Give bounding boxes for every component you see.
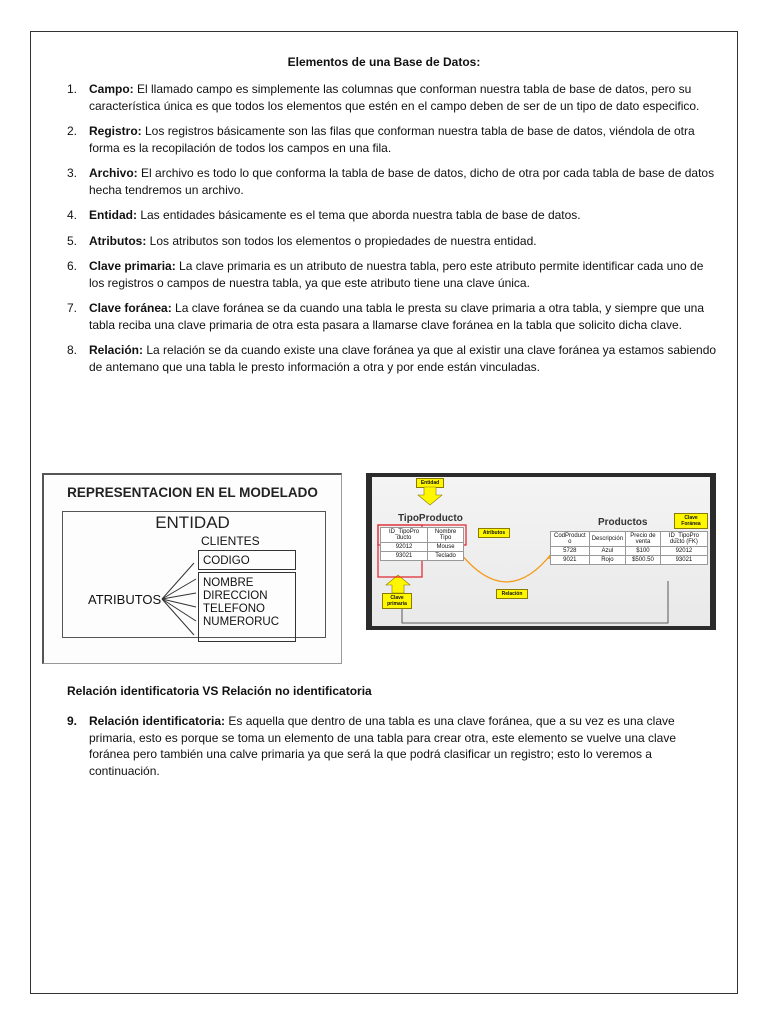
term-definition: Los atributos son todos los elementos o propiedades de nuestra entidad. [146, 233, 537, 248]
term-label: Clave foránea: [89, 301, 172, 315]
table2: CodProduct o Descripción Precio de venta ID_TipoPro ducto (FK) 5728 Azul $100 92012 9021 Rojo $500.50 93021 [550, 531, 708, 565]
tag-clave-primaria: Clave primaria [382, 593, 412, 609]
list-item: 1. Campo: El llamado campo es simplemente las columnas que conforman nuestra tabla de base de datos, pero su característica única es que todos los elementos que estén en el campo deben de ser de un tipo de dato especifico. [67, 82, 700, 113]
figure-heading: REPRESENTACION EN EL MODELADO [67, 485, 318, 500]
term-definition: Los registros básicamente son las filas que conforman nuestra tabla de base de datos, viéndola de otra forma es la recopilación de todos los campos en una fila. [89, 124, 695, 155]
term-label: Registro: [89, 124, 142, 138]
term-definition: La clave primaria es un atributo de nuestra tabla, pero este atributo permite identificar cada uno de los registros o campos de nuestra tabla, ya que este atributo tiene una clave única. [89, 259, 704, 290]
definitions-list-2 [67, 713, 717, 788]
list-item: 7. Clave foránea: La clave foránea se da cuando una tabla le presta su clave primaria a otra tabla, y siempre que una tabla reciba una clave primaria de otra esta pasara a llamarse clave foránea en la tabla que solicito dicha clave. [67, 301, 705, 332]
term-definition: La clave foránea se da cuando una tabla le presta su clave primaria a otra tabla, y siempre que una tabla reciba una clave primaria de otra esta pasara a llamarse clave foránea en la tabla que solicito dicha clave. [89, 301, 705, 332]
list-item: 6. Clave primaria: La clave primaria es un atributo de nuestra tabla, pero este atributo permite identificar cada uno de los registros o campos de nuestra tabla, ya que este atributo tiene una clave única. [67, 259, 704, 290]
term-definition: El llamado campo es simplemente las columnas que conforman nuestra tabla de base de datos, pero su característica única es que todos los elementos que estén en el campo deben de ser de un tipo de dato especifico. [89, 82, 700, 113]
term-label: Entidad: [89, 208, 137, 222]
attributes-label: ATRIBUTOS [88, 592, 162, 607]
term-label: Clave primaria: [89, 259, 176, 273]
table1: ID_TipoPro ducto Nombre Tipo 92012 Mouse 93021 Teclado [380, 527, 464, 561]
entity-label: ENTIDAD [155, 513, 230, 532]
list-item: 4. Entidad: Las entidades básicamente es el tema que aborda nuestra tabla de base de datos. [67, 208, 581, 222]
tag-entidad: Entidad [416, 478, 444, 488]
tag-clave-foranea: Clave Foránea [674, 513, 708, 529]
list-item: 8. Relación: La relación se da cuando existe una clave foránea ya que al existir una clave foránea ya estamos sabiendo de antemano que una tabla le presto información a otra y por ende están vinculadas. [67, 343, 717, 374]
term-definition: La relación se da cuando existe una clave foránea ya que al existir una clave foránea ya estamos sabiendo de antemano que una tabla le presto información a otra y por ende están vinculadas. [89, 343, 717, 374]
term-label: Relación: [89, 343, 144, 357]
entity-name: CLIENTES [201, 534, 260, 548]
tag-atributos: Atributos [478, 528, 510, 538]
term-label: Atributos: [89, 233, 147, 248]
section-subtitle: Relación identificatoria VS Relación no identificatoria [67, 684, 372, 698]
field-numeroruc: NUMERORUC [203, 616, 280, 628]
entity-model-figure [42, 473, 342, 664]
list-item: 3. Archivo: El archivo es todo lo que conforma la tabla de base de datos, dicho de otra por cada tabla de base de datos hecha tendremos un archivo. [67, 166, 715, 197]
term-definition: El archivo es todo lo que conforma la tabla de base de datos, dicho de otra por cada tabla de base de datos hecha tendremos un archivo. [89, 166, 715, 197]
tables-relation-figure [366, 473, 716, 630]
definitions-list [67, 81, 717, 384]
term-label: Relación identificatoria: [89, 714, 226, 728]
list-item: 2. Registro: Los registros básicamente son las filas que conforman nuestra tabla de base de datos, viéndola de otra forma es la recopilación de todos los campos en una fila. [67, 124, 695, 155]
term-label: Archivo: [89, 166, 138, 180]
attribute-connector-lines [44, 475, 342, 664]
field-telefono: TELEFONO [203, 603, 265, 615]
field-direccion: DIRECCION [203, 590, 268, 602]
field-nombre: NOMBRE [203, 577, 254, 589]
term-definition: Las entidades básicamente es el tema que aborda nuestra tabla de base de datos. [137, 208, 581, 222]
key-field: CODIGO [198, 550, 296, 570]
document-title: Elementos de una Base de Datos: [287, 55, 481, 69]
term-definition: Es aquella que dentro de una tabla es una clave foránea, que a su vez es una clave primaria, esto es porque se toma un elemento de una tabla para crear otra, este elemento se vuelve una clave foránea pero también una calve primaria ya que será la que podrá clasificar un registro; esto lo veremos a continuación. [89, 714, 677, 778]
table1-name: TipoProducto [398, 513, 463, 524]
term-label: Campo: [89, 82, 134, 96]
table2-name: Productos [598, 517, 648, 528]
list-item: 5. Atributos: Los atributos son todos los elementos o propiedades de nuestra entidad. [67, 233, 537, 248]
tag-relacion: Relación [496, 589, 528, 599]
list-item: 9. Relación identificatoria: Es aquella que dentro de una tabla es una clave foránea, que a su vez es una clave primaria, esto es porque se toma un elemento de una tabla para crear otra, este elemento se vuelve una clave foránea pero también una calve primaria ya que será la que podrá clasificar un registro; esto lo veremos a continuación. [67, 714, 677, 778]
